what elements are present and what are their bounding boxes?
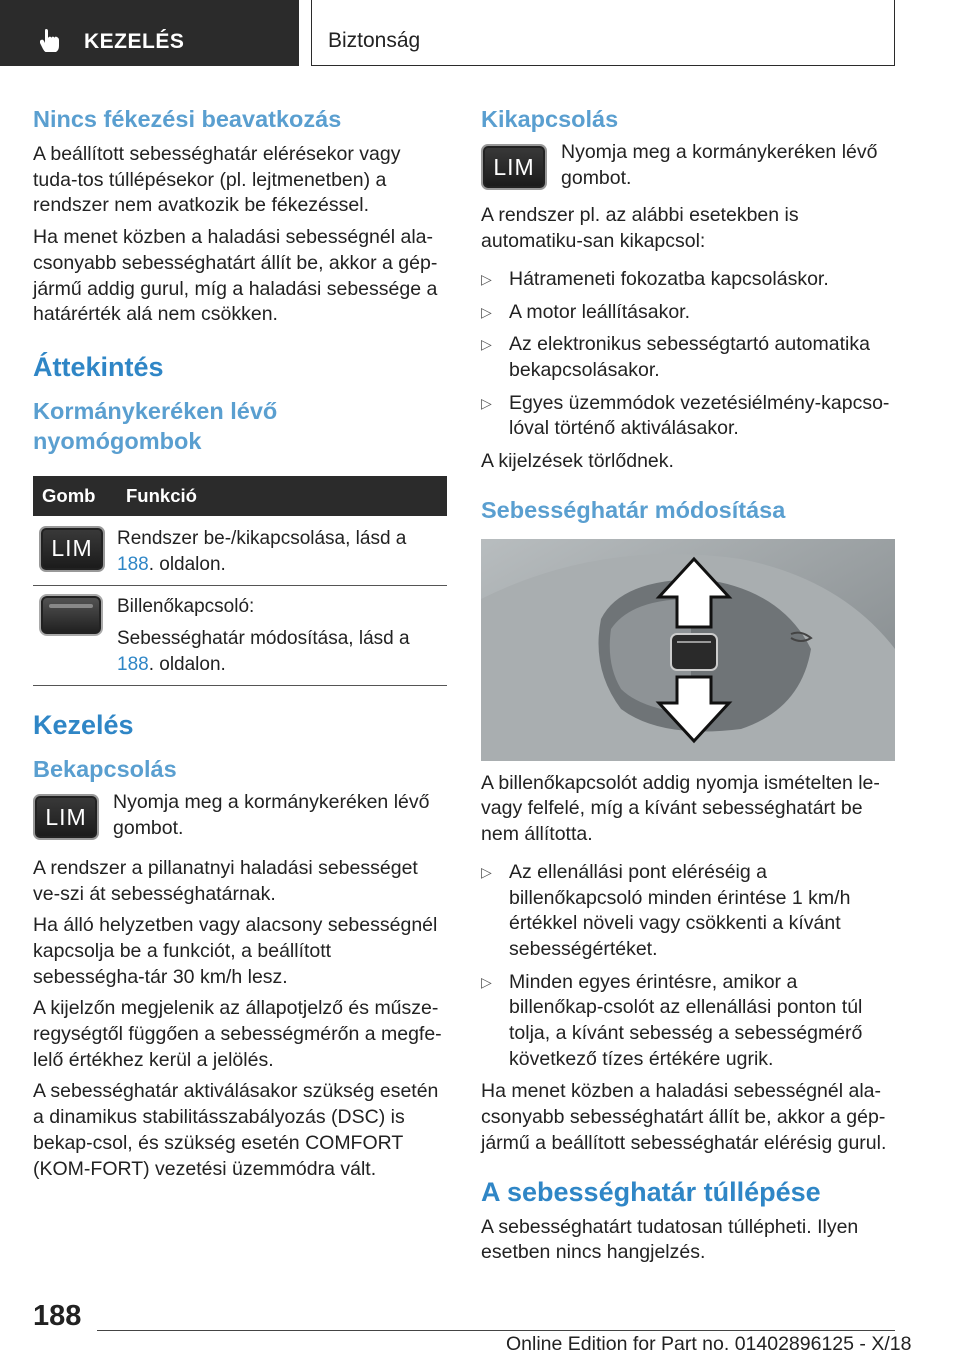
- modify-limit-heading: Sebességhatár módosítása: [481, 496, 786, 523]
- modify-outro: Ha menet közben a haladási sebességnél ala-csonyabb sebességhatárt állít be, akkor a gép-jármű a beállított sebességhatár elérésig gurul.: [481, 1080, 887, 1154]
- operation-heading: Kezelés: [33, 710, 134, 741]
- row-2-text: Sebességhatár módosítása, lásd a: [117, 628, 410, 650]
- exceed-limit-heading: A sebességhatár túllépése: [481, 1176, 821, 1207]
- exceed-limit-text: A sebességhatárt tudatosan túllépheti. Ilyen esetben nincs hangjelzés.: [481, 1215, 859, 1264]
- switch-off-instruction: [481, 140, 895, 191]
- lim-button-icon: LIM: [481, 144, 547, 190]
- steering-wheel-illustration: [481, 539, 895, 761]
- list-item: ▷ Egyes üzemmódok vezetésiélmény-kapcso-lóval történő aktiválásakor.: [481, 391, 895, 442]
- page-number: 188: [33, 1300, 82, 1332]
- table-header-button: Gomb: [33, 476, 117, 516]
- table-row: [33, 516, 447, 586]
- page-header: [0, 0, 960, 66]
- row-1-text-end: . oldalon.: [148, 553, 226, 575]
- no-braking-paragraph-2: Ha menet közben a haladási sebességnél ala-csonyabb sebességhatárt állít be, akkor a gép-jármű addig gurul, míg a haladási sebessége a határérték alá nem csökken.: [33, 226, 438, 326]
- row-1-text: Rendszer be-/kikapcsolása, lásd a: [117, 527, 407, 549]
- switch-off-heading: Kikapcsolás: [481, 106, 619, 132]
- modify-list: [481, 860, 895, 1073]
- steering-wheel-figure: [481, 539, 895, 761]
- operation-paragraph: A sebességhatár aktiválásakor szükség esetén a dinamikus stabilitásszabályozás (DSC) is bekap-csol, és szükség esetén COMFORT (KOM-FORT) vezetési üzemmódra vált.: [33, 1080, 439, 1180]
- right-column: [481, 100, 895, 1272]
- page-link[interactable]: 188: [117, 553, 149, 575]
- list-item: ▷ Hátrameneti fokozatba kapcsoláskor.: [481, 267, 895, 293]
- list-item: ▷ Az elektronikus sebességtartó automatika bekapcsolásakor.: [481, 332, 895, 383]
- section-tab-label: KEZELÉS: [84, 30, 185, 53]
- overview-heading: Áttekintés: [33, 351, 164, 382]
- list-item: ▷ A motor leállításakor.: [481, 300, 895, 326]
- row-2-line-1: Billenőkapcsoló:: [117, 596, 255, 618]
- auto-off-intro: A rendszer pl. az alábbi esetekben is automatiku-san kikapcsol:: [481, 204, 799, 253]
- auto-off-outro: A kijelzések törlődnek.: [481, 450, 674, 473]
- lim-button-icon: LIM: [39, 526, 105, 572]
- table-row: [33, 586, 447, 686]
- footer-edition: Online Edition for Part no. 01402896125 - X/18: [506, 1333, 912, 1355]
- auto-off-list: [481, 267, 895, 442]
- operation-paragraph: A kijelzőn megjelenik az állapotjelző és műsze-regységtől függően a sebességmérőn a megfe-lelő értékhez kerül a jelölés.: [33, 997, 442, 1071]
- section-tab[interactable]: [0, 0, 299, 66]
- no-braking-heading: Nincs fékezési beavatkozás: [33, 106, 342, 132]
- list-item: ▷ Az ellenállási pont eléréséig a billenőkapcsoló minden érintése 1 km/h értékkel növeli vagy csökkenti a kívánt sebességértéket.: [481, 860, 895, 963]
- no-braking-paragraph-1: A beállított sebességhatár elérésekor vagy tuda-tos túllépésekor (pl. lejtmenetben) a rendszer nem avatkozik be fékezéssel.: [33, 143, 401, 217]
- subsection-header: [311, 0, 895, 66]
- list-item: ▷ Minden egyes érintésre, amikor a billenőkap-csolót az ellenállási ponton túl tolja, a kívánt sebesség a sebességmérő következő tízes értékére ugrik.: [481, 970, 895, 1073]
- lim-button-icon: LIM: [33, 794, 99, 840]
- left-column: [33, 100, 447, 1188]
- hand-pointer-icon: [40, 28, 62, 52]
- footer-divider: [97, 1330, 895, 1331]
- operation-paragraph: Ha álló helyzetben vagy alacsony sebességnél kapcsolja be a funkciót, a beállított sebességha-tár 30 km/h lesz.: [33, 914, 438, 988]
- operation-paragraph: A rendszer a pillanatnyi haladási sebességet ve-szi át sebességhatárnak.: [33, 856, 418, 905]
- subsection-title: Biztonság: [328, 29, 421, 52]
- table-header-function: Funkció: [117, 476, 447, 516]
- switch-off-text: Nyomja meg a kormánykeréken lévő gombot.: [561, 141, 878, 189]
- row-2-text-end: . oldalon.: [148, 653, 226, 675]
- steering-buttons-heading: Kormánykeréken lévő nyomógombok: [33, 397, 278, 454]
- modify-intro: A billenőkapcsolót addig nyomja ismételten le-vagy felfelé, míg a kívánt sebességhatárt be nem állította.: [481, 771, 880, 846]
- page-link[interactable]: 188: [117, 653, 149, 675]
- rocker-switch-icon: [39, 594, 103, 636]
- switch-on-heading: Bekapcsolás: [33, 756, 177, 783]
- buttons-table: [33, 476, 447, 687]
- switch-on-instruction: [33, 790, 447, 841]
- switch-on-text: Nyomja meg a kormánykeréken lévő gombot.: [113, 791, 430, 840]
